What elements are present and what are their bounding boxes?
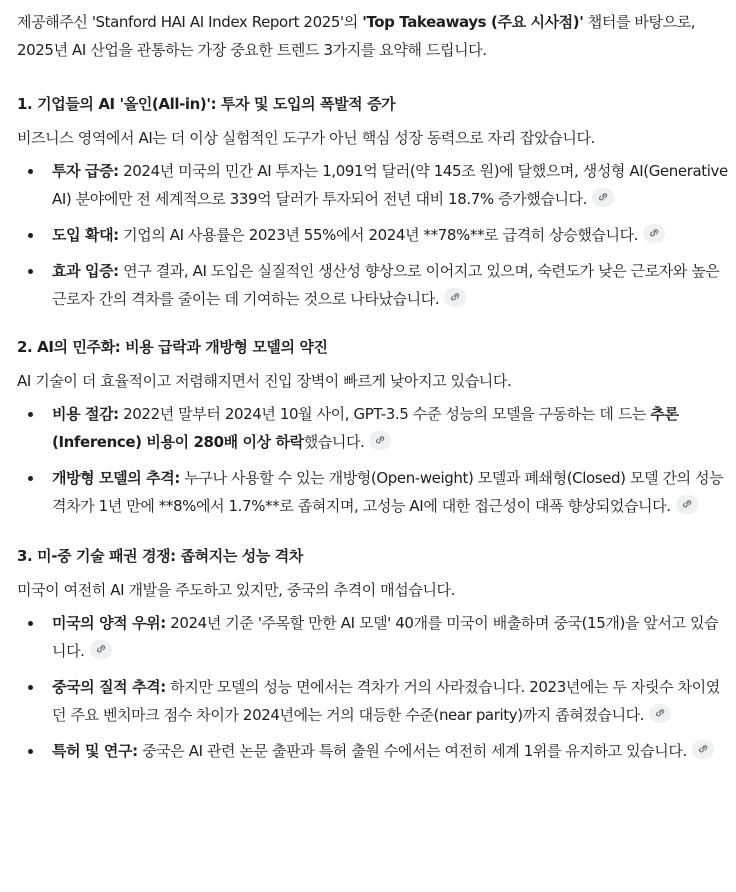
section-heading-3: 3. 미-중 기술 패권 경쟁: 좁혀지는 성능 격차: [17, 547, 303, 565]
list-item: [17, 400, 728, 456]
link-icon: [597, 191, 609, 203]
bullet-text: 중국은 AI 관련 논문 출판과 특허 출원 수에서는 여전히 세계 1위를 유지하고 있습니다.: [137, 742, 687, 760]
section-lead-3: 미국이 여전히 AI 개발을 주도하고 있지만, 중국의 추격이 매섭습니다.: [17, 581, 455, 599]
intro-paragraph: [17, 8, 728, 64]
citation-link-button[interactable]: [90, 640, 112, 659]
intro-text-end: 챕터를 바탕으로, 2025년 AI 산업을 관통하는 가장 중요한 트렌드 3가지를 요약해 드립니다.: [17, 13, 696, 59]
list-item: [17, 737, 728, 765]
list-item: [17, 464, 728, 520]
citation-link-button[interactable]: [369, 431, 391, 450]
section-lead-2: AI 기술이 더 효율적이고 저렴해지면서 진입 장벽이 빠르게 낮아지고 있습니다.: [17, 372, 512, 390]
bullet-text: 2022년 말부터 2024년 10월 사이, GPT-3.5 수준 성능의 모델을 구동하는 데 드는: [118, 405, 651, 423]
bullet-list-1: [17, 157, 728, 313]
bullet-label: 도입 확대:: [52, 226, 119, 244]
link-icon: [697, 743, 709, 755]
section-heading-2: 2. AI의 민주화: 비용 급락과 개방형 모델의 약진: [17, 338, 328, 356]
bullet-label: 효과 입증:: [52, 262, 119, 280]
section-heading-1: 1. 기업들의 AI '올인(All-in)': 투자 및 도입의 폭발적 증가: [17, 95, 396, 113]
bullet-text: 연구 결과, AI 도입은 실질적인 생산성 향상으로 이어지고 있으며, 숙련도가 낮은 근로자와 높은 근로자 간의 격차를 줄이는 데 기여하는 것으로 나타났습니다.: [52, 262, 720, 308]
citation-link-button[interactable]: [676, 495, 698, 514]
link-icon: [648, 227, 660, 239]
list-item: [17, 221, 728, 249]
link-icon: [374, 434, 386, 446]
list-item: [17, 609, 728, 665]
intro-text-start: 제공해주신 'Stanford HAI AI Index Report 2025'의: [17, 13, 363, 31]
bullet-label: 비용 절감:: [52, 405, 119, 423]
bullet-text: 기업의 AI 사용률은 2023년 55%에서 2024년 **78%**로 급격히 상승했습니다.: [118, 226, 639, 244]
bullet-label: 투자 급증:: [52, 162, 119, 180]
bullet-label: 미국의 양적 우위:: [52, 614, 166, 632]
citation-link-button[interactable]: [649, 704, 671, 723]
section-lead-1: 비즈니스 영역에서 AI는 더 이상 실험적인 도구가 아닌 핵심 성장 동력으로 자리 잡았습니다.: [17, 129, 595, 147]
bullet-text: 2024년 미국의 민간 AI 투자는 1,091억 달러(약 145조 원)에 달했으며, 생성형 AI(Generative AI) 분야에만 전 세계적으로 339억 달러가 투자되어 전년 대비 18.7% 증가했습니다.: [52, 162, 728, 208]
link-icon: [681, 498, 693, 510]
bullet-label: 개방형 모델의 추격:: [52, 469, 180, 487]
citation-link-button[interactable]: [592, 188, 614, 207]
list-item: [17, 257, 728, 313]
intro-emphasis: 'Top Takeaways (주요 시사점)': [362, 13, 584, 31]
citation-link-button[interactable]: [692, 740, 714, 759]
bullet-list-2: [17, 400, 728, 520]
link-icon: [95, 643, 107, 655]
link-icon: [654, 707, 666, 719]
bullet-text: 2024년 기준 '주목할 만한 AI 모델' 40개를 미국이 배출하며 중국(15개)을 앞서고 있습니다.: [52, 614, 719, 660]
bullet-label: 중국의 질적 추격:: [52, 678, 166, 696]
bullet-text-end: 했습니다.: [303, 433, 365, 451]
bullet-text: 하지만 모델의 성능 면에서는 격차가 거의 사라졌습니다. 2023년에는 두 자릿수 차이였던 주요 벤치마크 점수 차이가 2024년에는 거의 대등한 수준(near parity)까지 좁혀졌습니다.: [52, 678, 720, 724]
citation-link-button[interactable]: [444, 288, 466, 307]
list-item: [17, 157, 728, 213]
bullet-list-3: [17, 609, 728, 765]
list-item: [17, 673, 728, 729]
bullet-label: 특허 및 연구:: [52, 742, 138, 760]
bullet-text: 누구나 사용할 수 있는 개방형(Open-weight) 모델과 폐쇄형(Closed) 모델 간의 성능 격차가 1년 만에 **8%에서 1.7%**로 좁혀지며, 고성능 AI에 대한 접근성이 대폭 향상되었습니다.: [52, 469, 724, 515]
citation-link-button[interactable]: [643, 224, 665, 243]
link-icon: [449, 291, 461, 303]
bullet-emphasis: 추론(Inference) 비용이 280배 이상 하락: [52, 405, 679, 451]
